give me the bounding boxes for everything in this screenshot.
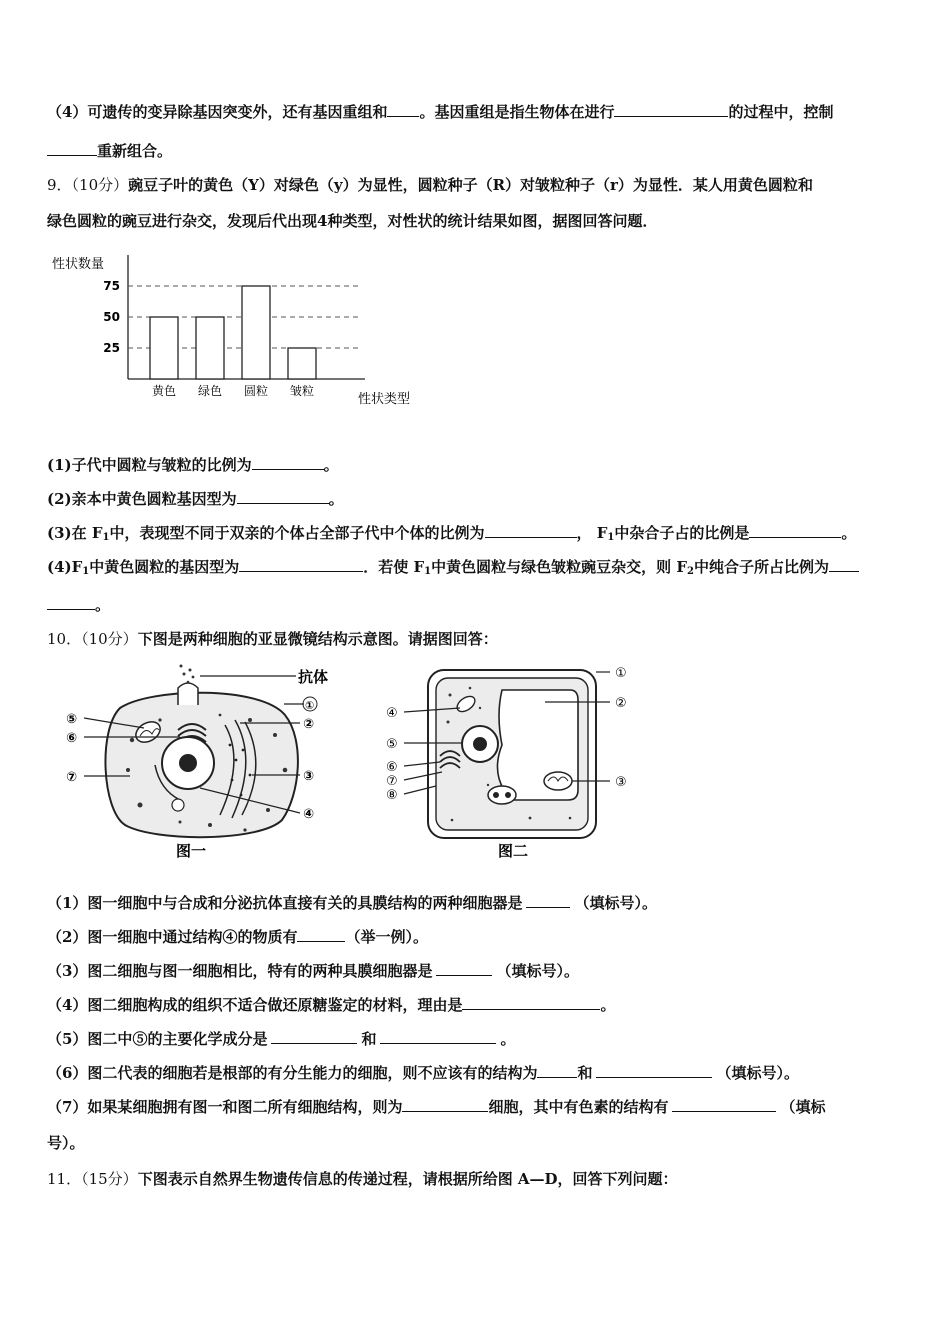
label-7: ⑦ <box>386 774 398 789</box>
text: 中黄色圆粒的基因型为 <box>89 558 240 576</box>
label-5: ⑤ <box>386 737 398 752</box>
label-1: ① <box>305 699 315 712</box>
label-5: ⑤ <box>66 712 78 727</box>
q10-sub6 <box>47 1063 799 1083</box>
text: 号）。 <box>47 1134 85 1152</box>
blank[interactable] <box>387 102 419 117</box>
bar-4 <box>288 348 316 379</box>
figure-plant-cell <box>380 660 670 870</box>
q10-sub7 <box>47 1097 825 1117</box>
secretory-vesicle <box>178 665 198 706</box>
blank[interactable] <box>596 1063 712 1078</box>
subscript: 1 <box>424 566 432 577</box>
q9-intro-line1 <box>47 175 813 195</box>
text: （举一例）。 <box>345 928 428 946</box>
text: 的过程中，控制 <box>728 103 834 121</box>
label-6: ⑥ <box>386 760 398 775</box>
label-1: ① <box>615 666 627 681</box>
antibody-label: 抗体 <box>298 668 329 686</box>
text: (1)子代中圆粒与皱粒的比例为 <box>47 456 252 474</box>
blank[interactable] <box>271 1029 357 1044</box>
blank[interactable] <box>485 523 577 538</box>
text: 和 <box>577 1064 593 1082</box>
text: 中，表现型不同于双亲的个体占全部子代中个体的比例为 <box>109 524 485 542</box>
q10-sub5 <box>47 1029 515 1049</box>
blank[interactable] <box>237 489 329 504</box>
blank[interactable] <box>252 455 324 470</box>
blank[interactable] <box>47 141 97 156</box>
blank[interactable] <box>749 523 841 538</box>
prev-q4-line1 <box>47 102 833 122</box>
label-2: ② <box>303 717 315 732</box>
label-2: ② <box>615 696 627 711</box>
x-tick-label: 黄色 <box>151 384 177 398</box>
text: （填标号）。 <box>716 1064 799 1082</box>
text: （填标号）。 <box>574 894 657 912</box>
text: 豌豆子叶的黄色（Y）对绿色（y）为显性，圆粒种子（R）对皱粒种子（r）为显性．某人用黄色圆粒和 <box>128 176 813 194</box>
text: 。 <box>600 996 616 1014</box>
text: 下图表示自然界生物遗传信息的传递过程，请根据所给图 A—D，回答下列问题： <box>137 1170 678 1188</box>
text: （6）图二代表的细胞若是根部的有分生能力的细胞，则不应该有的结构为 <box>47 1064 538 1082</box>
blank[interactable] <box>297 927 345 942</box>
text: （5）图二中⑤的主要化学成分是 <box>47 1030 268 1048</box>
text: 中杂合子占的比例是 <box>614 524 750 542</box>
x-axis-label: 性状类型 <box>358 392 411 407</box>
label-7: ⑦ <box>66 770 78 785</box>
figure-2-caption: 图二 <box>498 842 529 860</box>
q9-sub3 <box>47 523 856 548</box>
q10-sub1 <box>47 893 657 913</box>
text: 下图是两种细胞的亚显微镜结构示意图。请据图回答： <box>137 630 498 648</box>
blank[interactable] <box>537 1063 577 1078</box>
figure-animal-cell <box>60 660 350 870</box>
subscript: 2 <box>686 566 694 577</box>
text: 。 <box>328 490 344 508</box>
figure-1-caption: 图一 <box>176 842 207 860</box>
blank[interactable] <box>672 1097 776 1112</box>
label-3: ③ <box>303 769 315 784</box>
text: 和 <box>361 1030 377 1048</box>
question-number: 11．（15分） <box>47 1170 138 1188</box>
blank[interactable] <box>47 595 95 610</box>
text: 。 <box>841 524 857 542</box>
subscript: 1 <box>82 566 90 577</box>
text: ， F <box>576 524 608 542</box>
y-tick-label: 25 <box>103 341 120 355</box>
text: (4)F <box>47 558 83 576</box>
x-tick-label: 绿色 <box>197 384 223 398</box>
label-6: ⑥ <box>66 731 78 746</box>
trait-bar-chart <box>40 245 440 415</box>
text: （1）图一细胞中与合成和分泌抗体直接有关的具膜结构的两种细胞器是 <box>47 894 523 912</box>
text: （填标号）。 <box>496 962 579 980</box>
text: （2）图一细胞中通过结构④的物质有 <box>47 928 298 946</box>
text: 。 <box>95 596 111 614</box>
blank[interactable] <box>380 1029 496 1044</box>
q10-sub4 <box>47 995 615 1015</box>
q9-sub4 <box>47 557 859 582</box>
q10-sub7-cont <box>47 1133 85 1153</box>
blank[interactable] <box>829 557 859 572</box>
text: 绿色圆粒的豌豆进行杂交，发现后代出现4种类型，对性状的统计结果如图，据图回答问题． <box>47 212 658 230</box>
text: 。基因重组是指生物体在进行 <box>419 103 615 121</box>
blank[interactable] <box>526 893 570 908</box>
q11-intro <box>47 1169 678 1189</box>
blank[interactable] <box>462 995 600 1010</box>
text: ．若使 F <box>363 558 425 576</box>
y-tick-label: 75 <box>103 279 120 293</box>
blank[interactable] <box>436 961 492 976</box>
text: (3)在 F <box>47 524 103 542</box>
q9-sub4-cont <box>47 595 110 615</box>
text: (2)亲本中黄色圆粒基因型为 <box>47 490 237 508</box>
q9-sub2 <box>47 489 344 509</box>
text: 中纯合子所占比例为 <box>693 558 829 576</box>
chloroplast-2 <box>488 786 516 804</box>
y-tick-label: 50 <box>103 310 120 324</box>
text: （4）可遗传的变异除基因突变外，还有基因重组和 <box>47 103 388 121</box>
label-8: ⑧ <box>386 788 398 803</box>
subscript: 1 <box>102 532 110 543</box>
x-tick-label: 圆粒 <box>243 384 269 398</box>
question-number: 10．（10分） <box>47 630 138 648</box>
q10-sub3 <box>47 961 579 981</box>
question-number: 9．（10分） <box>47 176 129 194</box>
text: 。 <box>500 1030 516 1048</box>
q9-sub1 <box>47 455 339 475</box>
blank[interactable] <box>614 102 728 117</box>
text: （填标 <box>780 1098 826 1116</box>
label-4: ④ <box>303 807 315 822</box>
bar-1 <box>150 317 178 379</box>
blank[interactable] <box>402 1097 488 1112</box>
q10-sub2 <box>47 927 428 947</box>
text: 中黄色圆粒与绿色皱粒豌豆杂交，则 F <box>431 558 687 576</box>
text: 细胞，其中有色素的结构有 <box>488 1098 669 1116</box>
text: 。 <box>323 456 339 474</box>
text: （3）图二细胞与图一细胞相比，特有的两种具膜细胞器是 <box>47 962 433 980</box>
vesicle <box>172 799 184 811</box>
text: 重新组合。 <box>97 142 173 160</box>
y-axis-label: 性状数量 <box>52 257 105 272</box>
bar-3 <box>242 286 270 379</box>
q10-intro <box>47 629 498 649</box>
text: （7）如果某细胞拥有图一和图二所有细胞结构，则为 <box>47 1098 403 1116</box>
x-tick-label: 皱粒 <box>289 384 315 398</box>
blank[interactable] <box>239 557 363 572</box>
label-4: ④ <box>386 706 398 721</box>
text: （4）图二细胞构成的组织不适合做还原糖鉴定的材料，理由是 <box>47 996 463 1014</box>
bar-2 <box>196 317 224 379</box>
label-3: ③ <box>615 775 627 790</box>
prev-q4-line2 <box>47 141 172 161</box>
q9-intro-line2 <box>47 211 657 231</box>
subscript: 1 <box>607 532 615 543</box>
